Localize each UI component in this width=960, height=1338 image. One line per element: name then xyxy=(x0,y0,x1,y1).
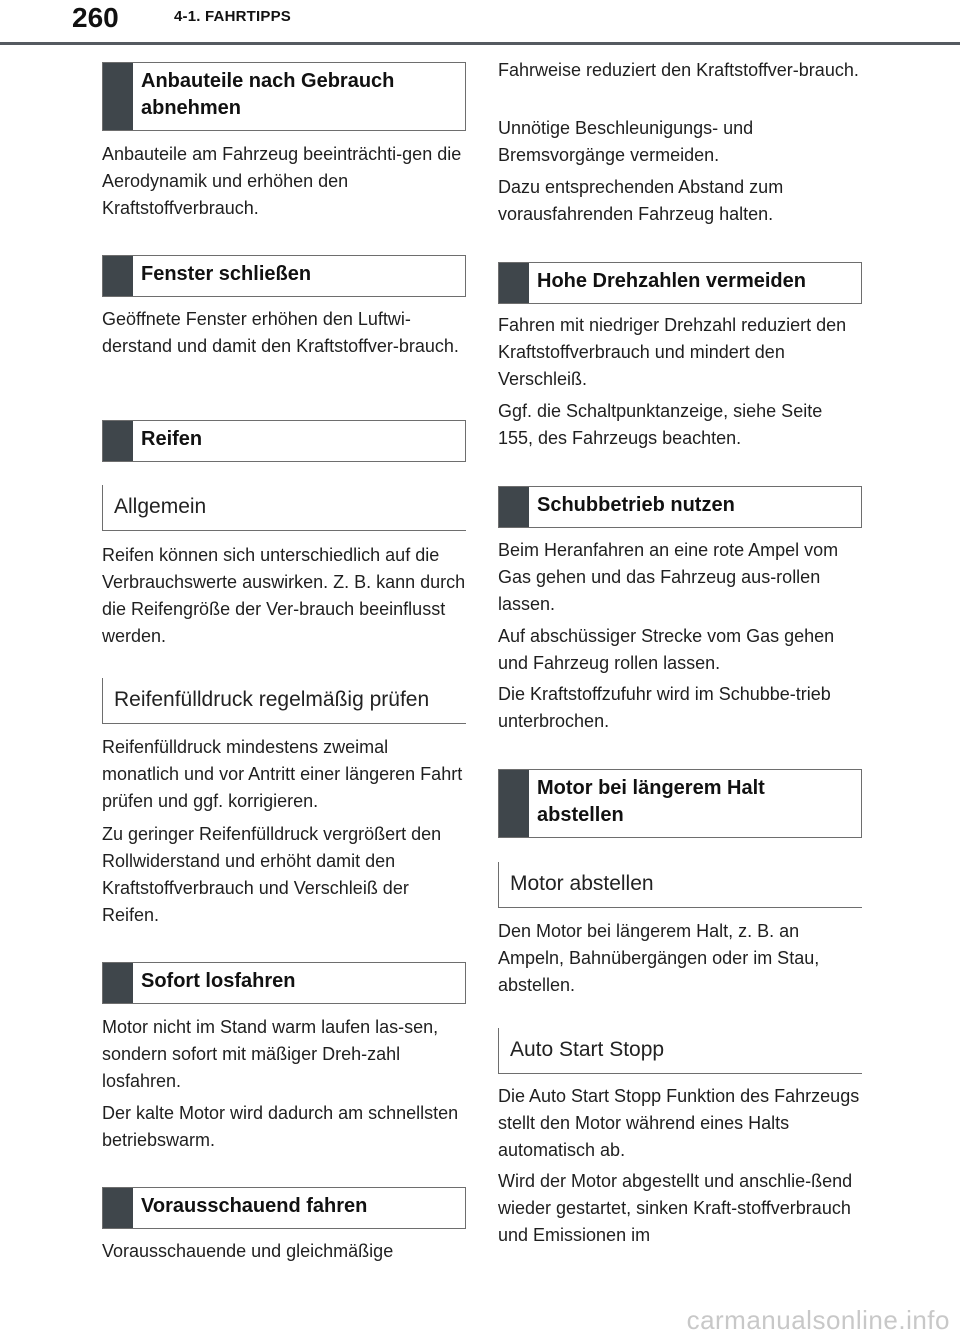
section-heading-vorausschauend xyxy=(102,1187,466,1229)
section-heading-reifen xyxy=(102,420,466,462)
section-heading-sofort-losfahren xyxy=(102,962,466,1004)
section-title: Schubbetrieb nutzen xyxy=(537,494,735,516)
paragraph: Auf abschüssiger Strecke vom Gas gehen und Fahrzeug rollen lassen. xyxy=(498,626,835,673)
section-title: Motor bei längerem Halt abstellen xyxy=(537,777,765,826)
section-heading-schubbetrieb xyxy=(498,486,862,528)
section-heading-fenster xyxy=(102,255,466,297)
section-title: Anbauteile nach Gebrauch abnehmen xyxy=(141,70,395,119)
paragraph: Beim Heranfahren an eine rote Ampel vom Gas gehen und das Fahrzeug aus-rollen lassen. xyxy=(498,540,839,614)
paragraph: Zu geringer Reifenfülldruck vergrößert den Rollwiderstand und erhöht damit den Kraftstoffverbrauch und Verschleiß der Reifen. xyxy=(102,824,442,925)
section-marker-bar xyxy=(103,963,133,1003)
section-title: Fenster schließen xyxy=(141,263,312,285)
subsection-title: Auto Start Stopp xyxy=(510,1038,665,1061)
section-heading-anbauteile xyxy=(102,62,466,131)
paragraph: Der kalte Motor wird dadurch am schnellsten betriebswarm. xyxy=(102,1103,459,1150)
paragraph: Die Kraftstoffzufuhr wird im Schubbe-trieb unterbrochen. xyxy=(498,684,831,731)
paragraph: Den Motor bei längerem Halt, z. B. an Ampeln, Bahnübergängen oder im Stau, abstellen. xyxy=(498,921,820,995)
header-divider xyxy=(0,42,960,45)
subsection-title: Reifenfülldruck regelmäßig prüfen xyxy=(114,688,430,711)
paragraph: Fahren mit niedriger Drehzahl reduziert den Kraftstoffverbrauch und mindert den Verschleiß. xyxy=(498,315,847,389)
section-title: Sofort losfahren xyxy=(141,970,296,992)
paragraph: Motor nicht im Stand warm laufen las-sen, sondern sofort mit mäßiger Dreh-zahl losfahren. xyxy=(102,1017,439,1091)
paragraph: Geöffnete Fenster erhöhen den Luftwi-derstand und damit den Kraftstoffver-brauch. xyxy=(102,309,459,356)
paragraph: Fahrweise reduziert den Kraftstoffver-brauch. xyxy=(498,60,859,80)
subsection-title: Allgemein xyxy=(114,495,207,518)
watermark-text: carmanualsonline.info xyxy=(686,1305,950,1335)
subsection-heading-auto-start-stopp xyxy=(498,1028,862,1074)
paragraph: Unnötige Beschleunigungs- und Bremsvorgänge vermeiden. xyxy=(498,118,754,165)
section-heading-drehzahlen xyxy=(498,262,862,304)
subsection-heading-motor-abstellen xyxy=(498,862,862,908)
section-marker-bar xyxy=(103,1188,133,1228)
paragraph: Dazu entsprechenden Abstand zum vorausfahrenden Fahrzeug halten. xyxy=(498,177,784,224)
paragraph: Ggf. die Schaltpunktanzeige, siehe Seite 155, des Fahrzeugs beachten. xyxy=(498,401,823,448)
section-heading-motor-halt xyxy=(498,769,862,838)
paragraph: Reifenfülldruck mindestens zweimal monatlich und vor Antritt einer längeren Fahrt prüfen und ggf. korrigieren. xyxy=(102,737,463,811)
section-marker-bar xyxy=(103,63,133,130)
page-number: 260 xyxy=(72,2,119,33)
paragraph: Die Auto Start Stopp Funktion des Fahrzeugs stellt den Motor während eines Halts automatisch ab. xyxy=(498,1086,860,1160)
paragraph: Anbauteile am Fahrzeug beeinträchti-gen die Aerodynamik und erhöhen den Kraftstoffverbrauch. xyxy=(102,144,462,218)
paragraph: Reifen können sich unterschiedlich auf die Verbrauchswerte auswirken. Z. B. kann durch die Reifengröße der Ver-brauch beeinflusst werden. xyxy=(102,545,466,646)
chapter-title: 4-1. FAHRTIPPS xyxy=(174,8,291,25)
section-marker-bar xyxy=(103,421,133,461)
paragraph: Vorausschauende und gleichmäßige xyxy=(102,1241,394,1261)
section-marker-bar xyxy=(103,256,133,296)
section-title: Reifen xyxy=(141,428,203,450)
section-title: Hohe Drehzahlen vermeiden xyxy=(537,270,806,292)
subsection-heading-reifenfuelldruck xyxy=(102,678,466,724)
section-marker-bar xyxy=(499,487,529,527)
section-title: Vorausschauend fahren xyxy=(141,1195,368,1217)
subsection-heading-allgemein xyxy=(102,485,466,531)
section-marker-bar xyxy=(499,263,529,303)
section-marker-bar xyxy=(499,770,529,837)
paragraph: Wird der Motor abgestellt und anschlie-ßend wieder gestartet, sinken Kraft-stoffverbrauch und Emissionen im xyxy=(498,1171,853,1245)
subsection-title: Motor abstellen xyxy=(510,872,654,895)
